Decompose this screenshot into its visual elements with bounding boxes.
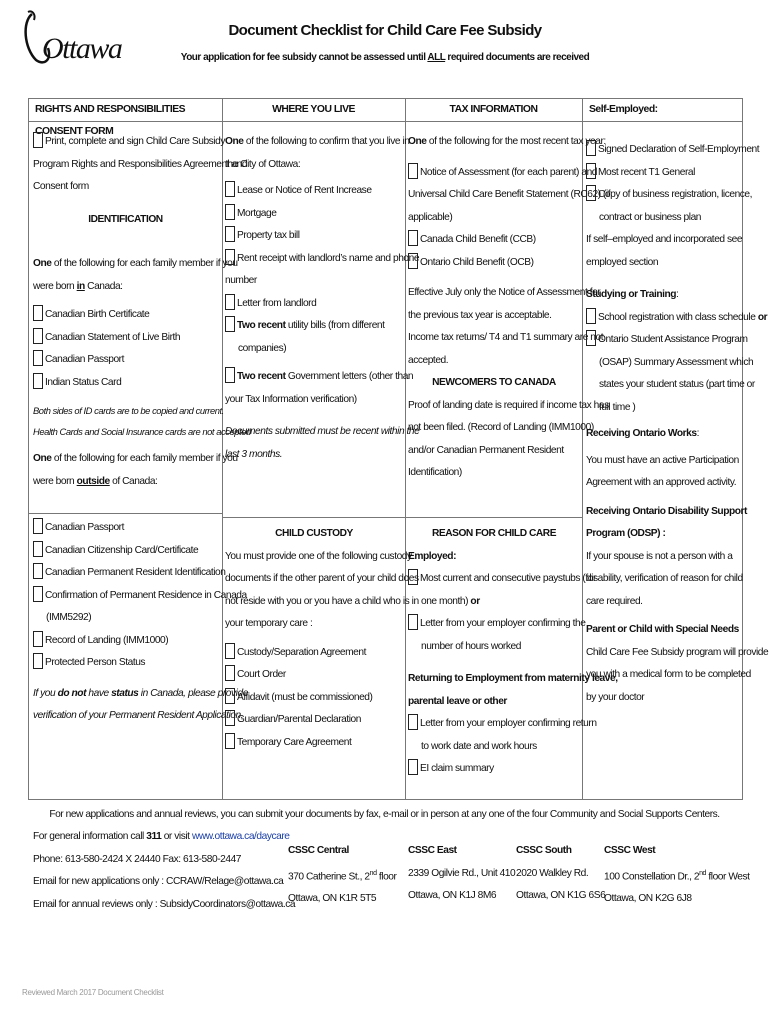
- revision-note: Reviewed March 2017 Document Checklist: [22, 988, 164, 997]
- reason-for-child-care-section: REASON FOR CHILD CARE Employed: Most current and consecutive paystubs (for one month) or Letter from your employer confirming the number of hours worked Returning to Employment from maternity leave, parental leave or other Letter from your employer confirming return to work date and work hours EI claim summary: [408, 528, 618, 774]
- checkbox[interactable]: [408, 163, 418, 179]
- logo-text: Ottawa: [42, 32, 122, 65]
- checkbox[interactable]: [33, 631, 43, 647]
- checkbox[interactable]: [408, 759, 418, 775]
- checkbox[interactable]: [33, 563, 43, 579]
- center-south: CSSC South 2020 Walkley Rd. Ottawa, ON K1G 6S6: [516, 845, 606, 901]
- checkbox[interactable]: [408, 614, 418, 630]
- email-new-applications: Email for new applications only : CCRAW/Relage@ottawa.ca: [33, 876, 284, 887]
- born-outside-canada-section: Canadian Passport Canadian Citizenship Card/Certificate Canadian Permanent Resident Identification Confirmation of Permanent Residence in Canada (IMM5292) Record of Landing (IMM1000) Protected Person Status If you do not have status in Canada, please provide verification of your Permanent Resident Application.: [33, 517, 222, 728]
- contact-info: For general information call 311 or visit www.ottawa.ca/daycare Phone: 613-580-2424 X 24440 Fax: 613-580-2447 Email for new applications only : CCRAW/Relage@ottawa.ca Email for annual reviews only : SubsidyCoordinators@ottawa.ca: [33, 826, 295, 916]
- checkbox[interactable]: [225, 688, 235, 704]
- checkbox[interactable]: [586, 185, 596, 201]
- checkbox[interactable]: [33, 586, 43, 602]
- where-you-live-section: One of the following to confirm that you live in the City of Ottawa: Lease or Notice of Rent Increase Mortgage Property tax bill Rent receipt with landlord’s name and phone number Letter from landlord Two recent utility bills (from different companies) Two recent Government letters (other than your Tax Information verification) Documents submitted must be recent within the last 3 months.: [225, 136, 420, 460]
- checkbox[interactable]: [225, 710, 235, 726]
- checkbox[interactable]: [33, 541, 43, 557]
- page-title: Document Checklist for Child Care Fee Subsidy: [228, 22, 542, 39]
- checkbox[interactable]: [225, 294, 235, 310]
- ottawa-logo: [18, 8, 122, 68]
- checkbox[interactable]: [225, 665, 235, 681]
- checkbox[interactable]: [225, 249, 235, 265]
- consent-section: Print, complete and sign Child Care Subsidy Program Rights and Responsibilities Agreement and Consent form: [33, 131, 222, 199]
- checkbox[interactable]: [408, 253, 418, 269]
- checkbox[interactable]: [225, 367, 235, 383]
- checkbox[interactable]: [33, 132, 43, 148]
- header-where-you-live: WHERE YOU LIVE: [272, 104, 355, 115]
- checkbox[interactable]: [586, 140, 596, 156]
- identification-heading: IDENTIFICATION: [88, 214, 163, 225]
- center-west: CSSC West 100 Constellation Dr., 2nd floor West Ottawa, ON K2G 6J8: [604, 845, 750, 905]
- born-in-canada-section: One of the following for each family member if you were born in Canada: Canadian Birth Certificate Canadian Statement of Live Birth Canadian Passport Indian Status Card Both sides of ID cards are to be copied and current. Health Cards and Social Insurance cards are not accepted One of the following for each family member if you were born outside of Canada:: [33, 258, 251, 487]
- header-consent: RIGHTS AND RESPONSIBILITIES CONSENT FORM: [35, 104, 186, 137]
- checkbox[interactable]: [408, 230, 418, 246]
- checkbox[interactable]: [225, 643, 235, 659]
- center-central: CSSC Central 370 Catherine St., 2nd floor Ottawa, ON K1R 5T5: [288, 845, 397, 905]
- daycare-link[interactable]: www.ottawa.ca/daycare: [191, 831, 290, 842]
- tax-information-section: One of the following for the most recent tax year: Notice of Assessment (for each parent) and Universal Child Care Benefit Statement (RC62) (if applicable) Canada Child Benefit (CCB) Ontario Child Benefit (OCB) Effective July only the Notice of Assessment for the previous tax year is acceptable. Income tax returns/ T4 and T1 summary are not accepted. NEWCOMERS TO CANADA Proof of landing date is required if income tax has not been filed. (Record of Landing (IMM1000) and/or Canadian Permanent Resident Identification): [408, 136, 611, 478]
- header-tax-information: TAX INFORMATION: [449, 104, 538, 115]
- checkbox[interactable]: [33, 328, 43, 344]
- checkbox[interactable]: [33, 653, 43, 669]
- self-employed-section: Signed Declaration of Self-Employment Most recent T1 General Copy of business registration, licence, contract or business plan If self–employed and incorporated see employed section Studying or Training: School registration with class schedule or Ontario Student Assistance Program (OSAP) Summary Assessment which states your student status (part time or full time ) Receiving Ontario Works: You must have an active Participation Agreement with an approved activity. Receiving Ontario Disability Support Program (ODSP) : If your spouse is not a person with a disability, verification of reason for child care required. Parent or Child with Special Needs Child Care Fee Subsidy program will provide you with a medical form to be completed by your doctor: [586, 139, 740, 709]
- center-east: CSSC East 2339 Ogilvie Rd., Unit 410 Ottawa, ON K1J 8M6: [408, 845, 516, 901]
- header-self-employed: Self-Employed:: [589, 104, 658, 115]
- page-subtitle: Your application for fee subsidy cannot be assessed until ALL required documents are received: [180, 52, 590, 63]
- checkbox[interactable]: [33, 373, 43, 389]
- child-custody-section: CHILD CUSTODY You must provide one of the following custody documents if the other parent of your child does not reside with you or you have a child who is in your temporary care : Custody/Separation Agreement Court Order Affidavit (must be commissioned) Guardian/Parental Declaration Temporary Care Agreement: [225, 528, 419, 748]
- checkbox[interactable]: [225, 181, 235, 197]
- checkbox[interactable]: [33, 350, 43, 366]
- checkbox[interactable]: [225, 226, 235, 242]
- checkbox[interactable]: [225, 316, 235, 332]
- checkbox[interactable]: [33, 305, 43, 321]
- phone-fax: Phone: 613-580-2424 X 24440 Fax: 613-580-2447: [33, 853, 242, 865]
- checkbox[interactable]: [225, 204, 235, 220]
- checkbox[interactable]: [408, 569, 418, 585]
- checkbox[interactable]: [586, 330, 596, 346]
- checkbox[interactable]: [586, 163, 596, 179]
- email-annual-reviews: Email for annual reviews only : SubsidyCoordinators@ottawa.ca: [33, 898, 296, 910]
- checkbox[interactable]: [33, 518, 43, 534]
- checklist-table: [28, 98, 769, 800]
- checkbox[interactable]: [408, 714, 418, 730]
- checkbox[interactable]: [586, 308, 596, 324]
- checkbox[interactable]: [225, 733, 235, 749]
- submission-note: For new applications and annual reviews, you can submit your documents by fax, e-mail or in person at any one of the four Community and Social Supports Centers.: [49, 809, 720, 820]
